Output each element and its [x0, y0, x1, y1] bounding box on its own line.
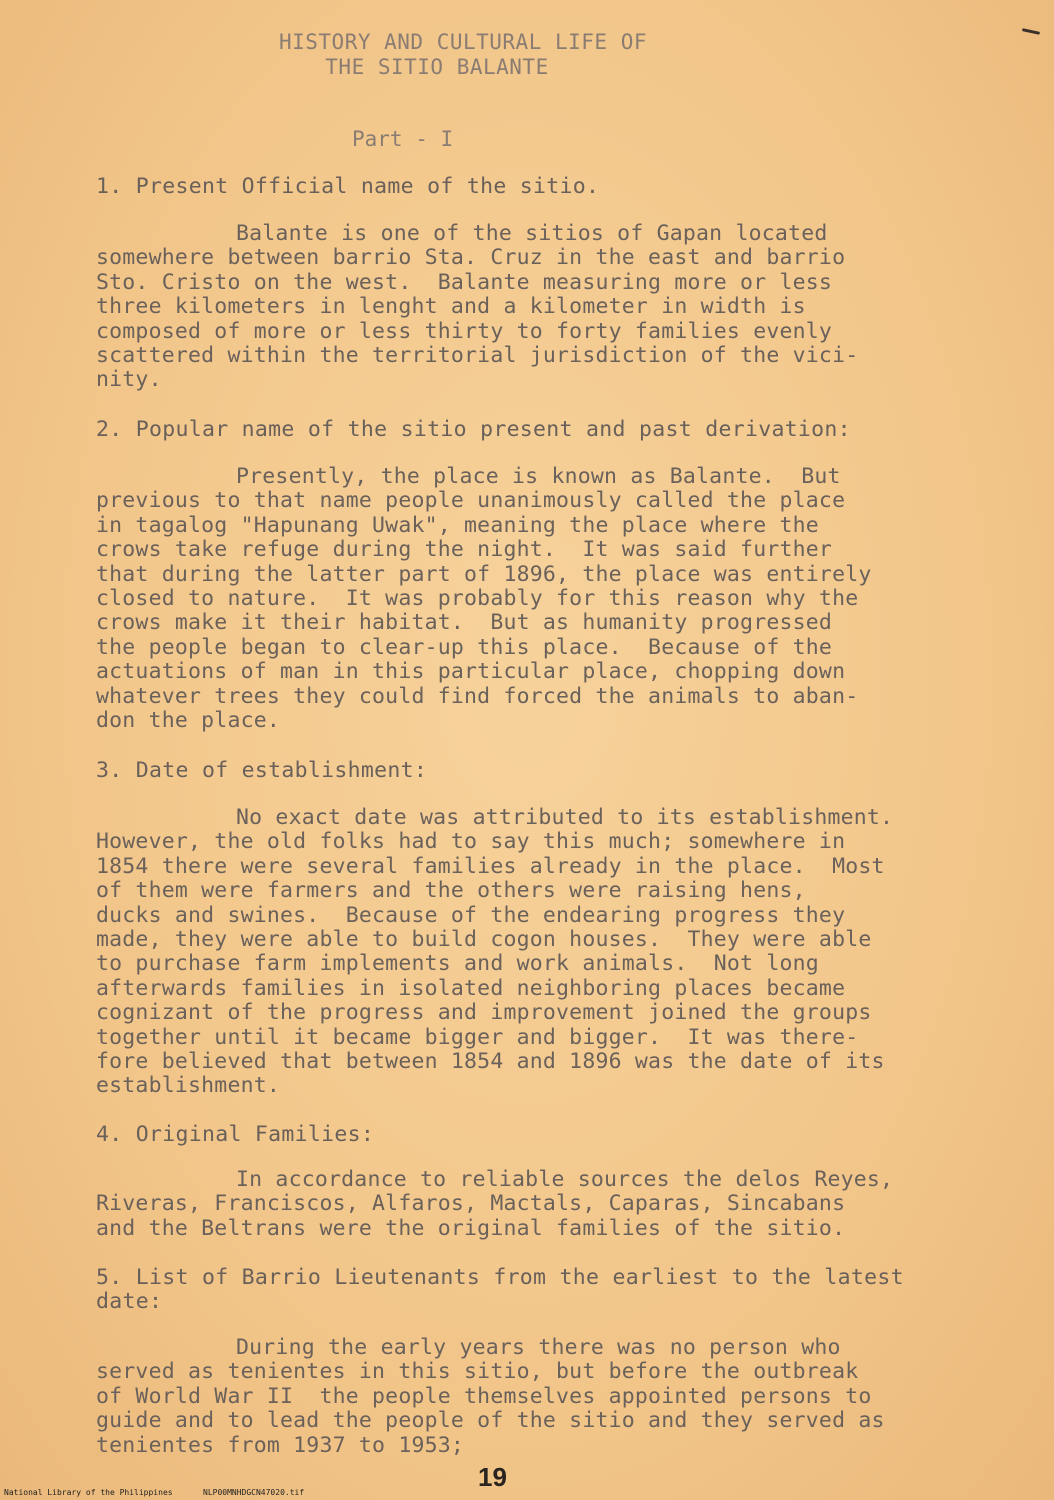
paragraph-line: that during the latter part of 1896, the place was entirely — [96, 561, 872, 587]
paragraph-line: together until it became bigger and bigger. It was there- — [96, 1024, 859, 1050]
title-line-1: HISTORY AND CULTURAL LIFE OF — [278, 30, 647, 54]
paragraph-line: However, the old folks had to say this much; somewhere in — [96, 829, 846, 855]
section-5-heading: 5. List of Barrio Lieutenants from the earliest to the latest — [96, 1265, 904, 1290]
section-1-paragraph — [96, 222, 976, 393]
paragraph-line: 1854 there were several families already in the place. Most — [96, 853, 885, 879]
paragraph-line: Sto. Cristo on the west. Balante measuring more or less — [96, 269, 833, 295]
section-1-heading: 1. Present Official name of the sitio. — [96, 174, 600, 199]
paragraph-line: composed of more or less thirty to forty families evenly — [96, 318, 833, 344]
page-number: 19 — [478, 1462, 507, 1492]
paragraph-line: of them were farmers and the others were raising hens, — [96, 878, 806, 904]
section-4-heading: 4. Original Families: — [96, 1122, 375, 1147]
footer-library-name: National Library of the Philippines — [4, 1488, 173, 1497]
paragraph-line: In accordance to reliable sources the delos Reyes, — [236, 1167, 894, 1192]
paragraph-line: afterwards families in isolated neighboring places became — [96, 975, 846, 1001]
section-5-heading-continued: date: — [96, 1289, 163, 1314]
paragraph-line: scattered within the territorial jurisdiction of the vici- — [96, 343, 859, 369]
paragraph-line: whatever trees they could find forced the animals to aban- — [96, 683, 859, 709]
paragraph-line: ducks and swines. Because of the endearing progress they — [96, 902, 846, 928]
paragraph-line: actuations of man in this particular place, chopping down — [96, 659, 846, 685]
paragraph-line: establishment. — [96, 1073, 281, 1099]
paragraph-line: cognizant of the progress and improvement joined the groups — [96, 1000, 872, 1026]
title-line-2: THE SITIO BALANTE — [325, 55, 549, 79]
paragraph-line: tenientes from 1937 to 1953; — [96, 1432, 465, 1458]
section-5-paragraph — [96, 1336, 976, 1458]
paragraph-line: crows take refuge during the night. It was said further — [96, 537, 833, 563]
ink-mark — [1022, 28, 1040, 35]
paragraph-line: made, they were able to build cogon houses. They were able — [96, 927, 872, 953]
paragraph-line: Balante is one of the sitios of Gapan located — [236, 221, 828, 246]
paragraph-line: closed to nature. It was probably for this reason why the — [96, 586, 859, 612]
section-4-paragraph — [96, 1168, 976, 1241]
paragraph-line: and the Beltrans were the original families of the sitio. — [96, 1215, 846, 1241]
paragraph-line: somewhere between barrio Sta. Cruz in the east and barrio — [96, 245, 846, 271]
paragraph-line: Presently, the place is known as Balante. But — [236, 464, 841, 489]
paragraph-line: the people began to clear-up this place. Because of the — [96, 634, 833, 660]
footer-file-name: NLP00MNHDGCN47020.tif — [203, 1488, 305, 1497]
section-2-paragraph — [96, 465, 976, 733]
paragraph-line: three kilometers in lenght and a kilometer in width is — [96, 294, 806, 320]
paragraph-line: in tagalog "Hapunang Uwak", meaning the place where the — [96, 512, 819, 538]
paragraph-line: guide and to lead the people of the sitio and they served as — [96, 1408, 885, 1434]
paragraph-line: to purchase farm implements and work animals. Not long — [96, 951, 819, 977]
paragraph-line: don the place. — [96, 708, 281, 734]
paragraph-line: of World War II the people themselves appointed persons to — [96, 1383, 872, 1409]
part-heading: Part - I — [352, 127, 454, 151]
paragraph-line: crows make it their habitat. But as humanity progressed — [96, 610, 833, 636]
section-3-heading: 3. Date of establishment: — [96, 758, 428, 783]
paragraph-line: During the early years there was no person who — [236, 1335, 841, 1360]
paragraph-line: Riveras, Franciscos, Alfaros, Mactals, Caparas, Sincabans — [96, 1191, 846, 1217]
section-2-heading: 2. Popular name of the sitio present and past derivation: — [96, 417, 851, 442]
paragraph-line: nity. — [96, 367, 162, 393]
section-3-paragraph — [96, 806, 976, 1099]
paragraph-line: fore believed that between 1854 and 1896 was the date of its — [96, 1049, 885, 1075]
paragraph-line: No exact date was attributed to its establishment. — [236, 805, 894, 830]
paragraph-line: served as tenientes in this sitio, but before the outbreak — [96, 1359, 859, 1385]
paragraph-line: previous to that name people unanimously called the place — [96, 488, 846, 514]
